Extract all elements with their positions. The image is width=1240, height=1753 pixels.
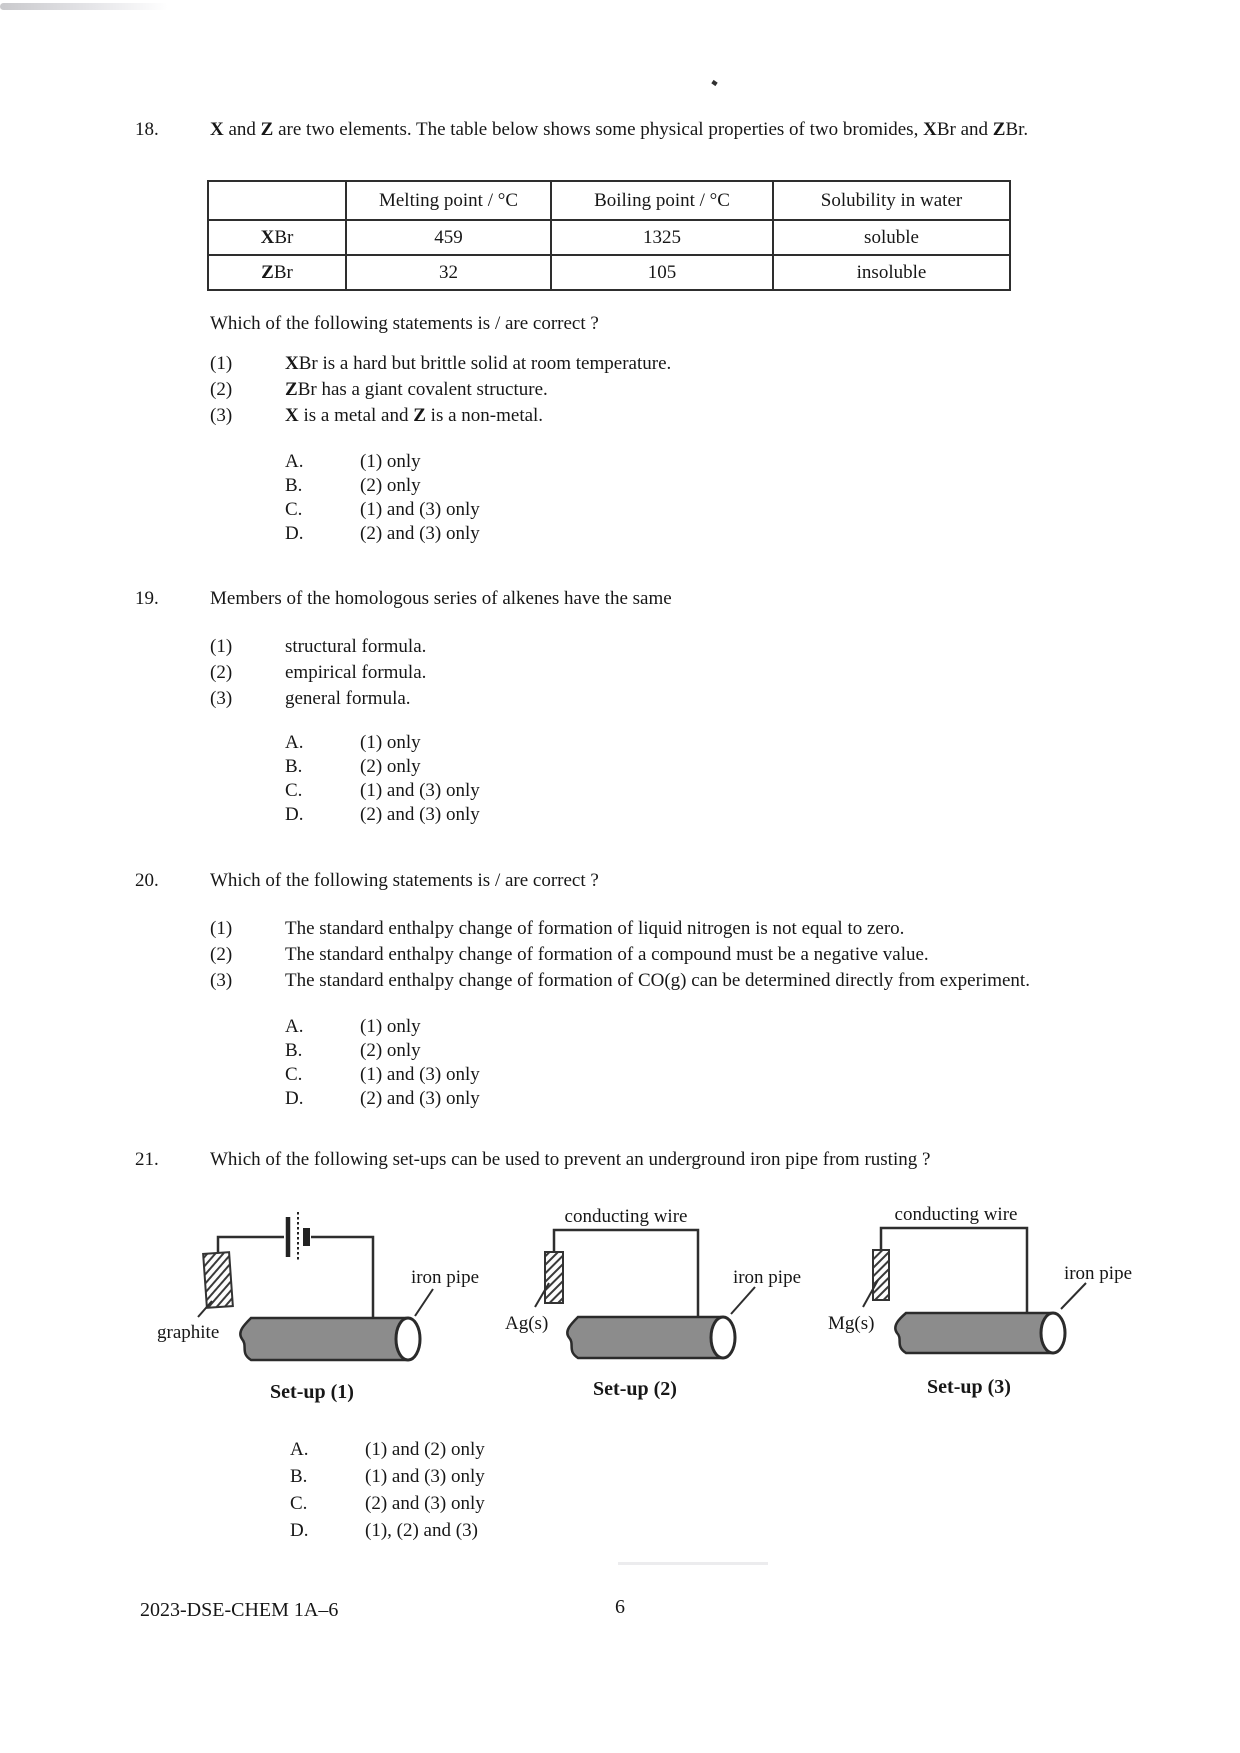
option-text: (2) and (3) only [360, 804, 480, 825]
option-letter: C. [285, 499, 303, 520]
table-row-label: XBr [208, 220, 346, 255]
question-20-number: 20. [135, 870, 159, 891]
option-letter: A. [290, 1439, 309, 1460]
statement-text: The standard enthalpy change of formation of CO(g) can be determined directly from experiment. [285, 970, 1030, 991]
label-magnesium: Mg(s) [828, 1313, 875, 1334]
option-text: (2) and (3) only [365, 1493, 485, 1514]
footer-page-number: 6 [615, 1596, 625, 1618]
wire [554, 1230, 698, 1317]
table-cell: soluble [773, 220, 1010, 255]
option-text: (2) only [360, 756, 421, 777]
leader-line [198, 1301, 212, 1317]
option-letter: D. [285, 804, 304, 825]
statement-number: (3) [210, 688, 233, 709]
option-text: (1) and (3) only [360, 499, 480, 520]
label-iron-pipe: iron pipe [410, 1267, 480, 1288]
scan-smudge-artifact [618, 1562, 768, 1565]
option-text: (1) only [360, 1016, 421, 1037]
statement-number: (2) [210, 662, 233, 683]
label-iron-pipe: iron pipe [732, 1267, 802, 1288]
setup-3-diagram [828, 1204, 1132, 1398]
question-19-stem: Members of the homologous series of alkenes have the same [210, 588, 672, 609]
option-letter: C. [285, 1064, 303, 1085]
option-text: (1) and (3) only [360, 1064, 480, 1085]
table-cell: 1325 [551, 220, 773, 255]
setup-1-diagram [157, 1212, 479, 1403]
setup-1-caption: Set-up (1) [270, 1381, 354, 1403]
option-text: (2) only [360, 1040, 421, 1061]
option-letter: B. [285, 1040, 303, 1061]
leader-line [1061, 1283, 1086, 1309]
option-letter: B. [290, 1466, 308, 1487]
statement-number: (2) [210, 379, 233, 400]
question-21-stem: Which of the following set-ups can be used to prevent an underground iron pipe from rusting ? [210, 1149, 931, 1170]
statement-text: general formula. [285, 688, 411, 709]
setup-2-caption: Set-up (2) [593, 1378, 677, 1400]
leader-line [731, 1287, 755, 1314]
option-text: (1) and (3) only [360, 780, 480, 801]
pipe-end-face [711, 1317, 735, 1358]
option-text: (2) and (3) only [360, 1088, 480, 1109]
pipe-end-face [1041, 1313, 1065, 1353]
setup-3-caption: Set-up (3) [927, 1376, 1011, 1398]
rusting-setups-diagram [130, 1195, 1170, 1430]
setup-2-diagram [505, 1206, 801, 1400]
statement-number: (1) [210, 918, 233, 939]
table-row-label: ZBr [208, 255, 346, 290]
question-18-stem: Which of the following statements is / are correct ? [210, 313, 599, 334]
option-text: (1) and (2) only [365, 1439, 485, 1460]
option-text: (1) and (3) only [365, 1466, 485, 1487]
table-cell: 459 [346, 220, 551, 255]
statement-number: (2) [210, 944, 233, 965]
wire [311, 1237, 373, 1319]
option-text: (1) only [360, 451, 421, 472]
option-letter: D. [285, 1088, 304, 1109]
question-21-number: 21. [135, 1149, 159, 1170]
option-letter: C. [285, 780, 303, 801]
statement-text: empirical formula. [285, 662, 427, 683]
wire [881, 1228, 1027, 1313]
option-text: (1) only [360, 732, 421, 753]
wire [218, 1237, 284, 1253]
statement-text: XBr is a hard but brittle solid at room temperature. [285, 353, 672, 374]
option-letter: A. [285, 732, 304, 753]
table-header-cell [208, 181, 346, 220]
statement-number: (1) [210, 636, 233, 657]
option-letter: A. [285, 1016, 304, 1037]
question-19-number: 19. [135, 588, 159, 609]
battery-icon [288, 1212, 310, 1261]
statement-text: ZBr has a giant covalent structure. [285, 379, 548, 400]
statement-number: (3) [210, 405, 233, 426]
option-letter: B. [285, 475, 303, 496]
label-conducting-wire: conducting wire [564, 1206, 688, 1227]
option-letter: D. [290, 1520, 309, 1541]
question-18-text: X and Z are two elements. The table below shows some physical properties of two bromides, XBr and ZBr. [210, 119, 1029, 140]
iron-pipe-shape [240, 1318, 420, 1360]
table-header-cell: Solubility in water [773, 181, 1010, 220]
option-letter: D. [285, 523, 304, 544]
option-text: (2) only [360, 475, 421, 496]
silver-electrode [545, 1252, 563, 1303]
statement-text: structural formula. [285, 636, 427, 657]
statement-text: The standard enthalpy change of formation of a compound must be a negative value. [285, 944, 929, 965]
statement-text: X is a metal and Z is a non-metal. [285, 405, 544, 426]
statement-number: (1) [210, 353, 233, 374]
table-header-cell: Boiling point / °C [551, 181, 773, 220]
graphite-electrode [203, 1252, 233, 1308]
scan-streak-artifact [0, 3, 168, 10]
table-header-cell: Melting point / °C [346, 181, 551, 220]
table-cell: insoluble [773, 255, 1010, 290]
option-letter: B. [285, 756, 303, 777]
option-letter: A. [285, 451, 304, 472]
footer-paper-code: 2023-DSE-CHEM 1A–6 [140, 1599, 339, 1621]
option-text: (1), (2) and (3) [365, 1520, 478, 1541]
scan-speck-artifact [711, 80, 717, 86]
label-conducting-wire: conducting wire [894, 1204, 1018, 1225]
magnesium-electrode [873, 1250, 889, 1300]
statement-text: The standard enthalpy change of formation of liquid nitrogen is not equal to zero. [285, 918, 905, 939]
label-iron-pipe: iron pipe [1063, 1263, 1133, 1284]
question-20-stem: Which of the following statements is / are correct ? [210, 870, 599, 891]
table-cell: 105 [551, 255, 773, 290]
question-18-number: 18. [135, 119, 159, 140]
option-text: (2) and (3) only [360, 523, 480, 544]
table-cell: 32 [346, 255, 551, 290]
leader-line [415, 1289, 433, 1316]
option-letter: C. [290, 1493, 308, 1514]
label-silver: Ag(s) [505, 1313, 549, 1334]
pipe-end-face [396, 1318, 420, 1360]
properties-table [207, 180, 1011, 291]
statement-number: (3) [210, 970, 233, 991]
label-graphite: graphite [157, 1322, 220, 1343]
